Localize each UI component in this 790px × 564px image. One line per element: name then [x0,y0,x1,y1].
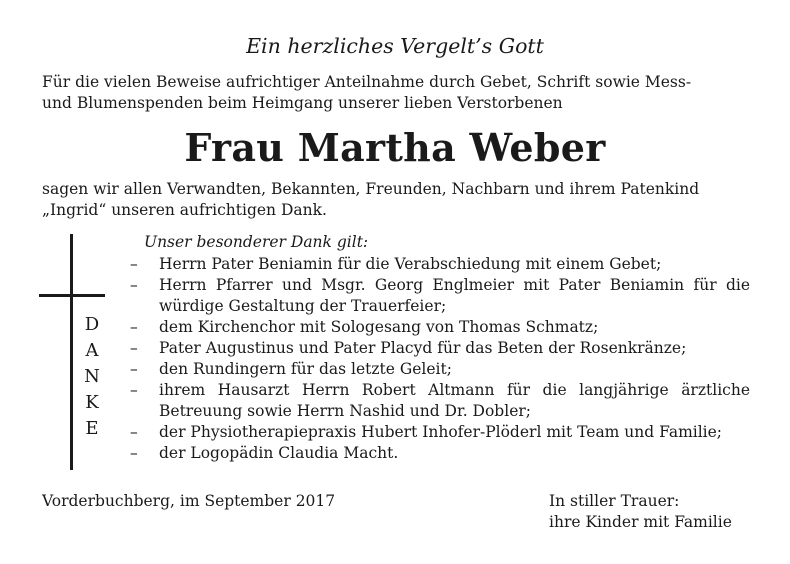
list-item: – Herrn Pater Beniamin für die Verabschiedung mit einem Gebet; [128,254,750,275]
danke-letter: E [85,418,99,439]
danke-letter: A [85,340,99,361]
list-item: – der Physiotherapiepraxis Hubert Inhofer-Plöderl mit Team und Familie; [128,422,750,443]
list-item: – Herrn Pfarrer und Msgr. Georg Englmeier mit Pater Beniamin für die würdige Gestaltung der Trauerfeier; [128,275,750,317]
special-thanks-list [128,254,750,464]
list-item: – ihrem Hausarzt Herrn Robert Altmann für die langjährige ärztliche Betreuung sowie Herrn Nashid und Dr. Dobler; [128,380,750,422]
mourning-line: ihre Kinder mit Familie [549,513,732,531]
special-thanks-heading: Unser besonderer Dank gilt: [144,233,369,251]
intro-line: Für die vielen Beweise aufrichtiger Anteilnahme durch Gebet, Schrift sowie Mess- [42,73,692,91]
list-item: – der Logopädin Claudia Macht. [128,443,750,464]
intro-paragraph [42,72,750,114]
mourning-signature [549,491,759,533]
danke-letter: N [84,366,100,387]
intro-line: und Blumenspenden beim Heimgang unserer lieben Verstorbenen [42,94,563,112]
danke-letter: K [85,392,99,413]
cross-beam [39,294,105,297]
thanks-line: „Ingrid“ unseren aufrichtigen Dank. [42,201,327,219]
deceased-name: Frau Martha Weber [184,125,606,170]
notice-heading: Ein herzliches Vergelt’s Gott [246,34,544,58]
mourning-line: In stiller Trauer: [549,492,680,510]
cross-icon [70,234,73,470]
list-item: – dem Kirchenchor mit Sologesang von Thomas Schmatz; [128,317,750,338]
danke-letter: D [84,314,100,335]
list-item: – den Rundingern für das letzte Geleit; [128,359,750,380]
list-item: – Pater Augustinus und Pater Placyd für das Beten der Rosenkränze; [128,338,750,359]
thanks-paragraph [42,179,750,221]
danke-vertical-letters [80,312,104,442]
place-and-date: Vorderbuchberg, im September 2017 [42,492,336,510]
thanks-line: sagen wir allen Verwandten, Bekannten, Freunden, Nachbarn und ihrem Patenkind [42,180,700,198]
